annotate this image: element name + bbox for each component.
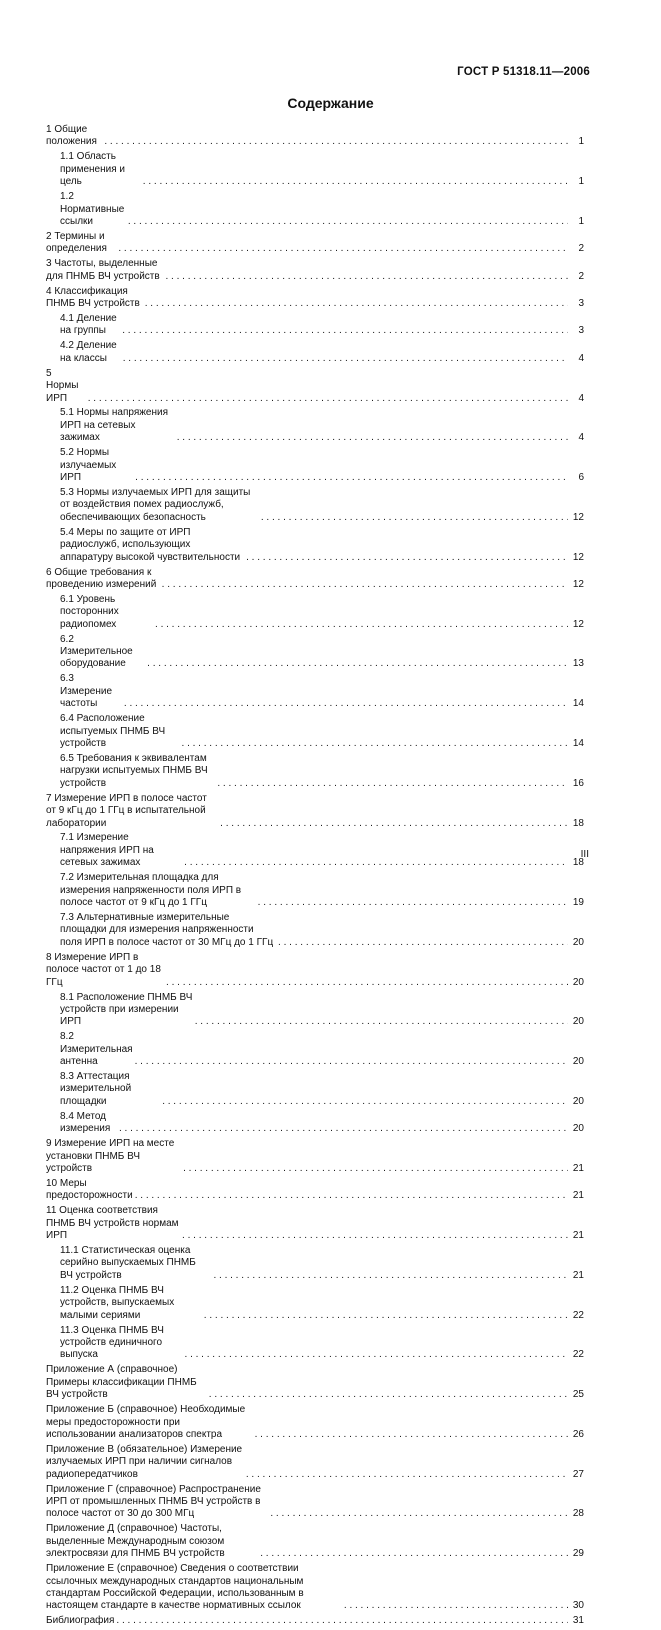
toc-entry[interactable]: Приложение Г (справочное) Распространение ИРП от промышленных ПНМБ ВЧ устройств в полосе частот от 30 до 300 МГц . . . 28 <box>46 1484 584 1521</box>
toc-entry[interactable]: 11.2 Оценка ПНМБ ВЧ устройств, выпускаемых малыми сериями . . . 22 <box>46 1285 584 1322</box>
toc-entry[interactable]: 11.3 Оценка ПНМБ ВЧ устройств единичного выпуска . . . 22 <box>46 1325 584 1362</box>
toc-entry[interactable]: 1.1 Область применения и цель . . . 1 <box>46 151 584 188</box>
toc-entry[interactable]: 1 Общие положения . . . 1 <box>46 124 584 149</box>
toc-entry[interactable]: 5.3 Нормы излучаемых ИРП для защиты от воздействия помех радиослужб, обеспечивающих безопасность . . . 12 <box>46 487 584 524</box>
toc-entry[interactable]: Приложение Д (справочное) Частоты, выделенные Международным союзом электросвязи для ПНМБ ВЧ устройств . . . 29 <box>46 1523 584 1560</box>
toc-entry[interactable]: 6 Общие требования к проведению измерений . . . 12 <box>46 567 584 592</box>
page-title: Содержание <box>287 95 374 111</box>
toc-entry[interactable]: 2 Термины и определения . . . 2 <box>46 231 584 256</box>
document-code: ГОСТ Р 51318.11—2006 <box>457 66 590 78</box>
toc-entry[interactable]: 5.1 Нормы напряжения ИРП на сетевых зажимах . . . 4 <box>46 407 584 444</box>
toc-entry[interactable]: 8.4 Метод измерения . . . 20 <box>46 1111 584 1136</box>
toc-entry[interactable]: 7.1 Измерение напряжения ИРП на сетевых зажимах . . . 18 <box>46 832 584 869</box>
toc-entry[interactable]: 3 Частоты, выделенные для ПНМБ ВЧ устройств . . . 2 <box>46 258 584 283</box>
toc-entry[interactable]: 8 Измерение ИРП в полосе частот от 1 до 18 ГГц . . . 20 <box>46 952 584 989</box>
toc-entry[interactable]: 6.5 Требования к эквивалентам нагрузки испытуемых ПНМБ ВЧ устройств . . . 16 <box>46 753 584 790</box>
toc-entry[interactable]: 7.3 Альтернативные измерительные площадки для измерения напряженности поля ИРП в полосе частот от 30 МГц до 1 ГГц . . . 20 <box>46 912 584 949</box>
table-of-contents <box>46 124 584 1630</box>
toc-entry[interactable]: 6.3 Измерение частоты . . . 14 <box>46 673 584 710</box>
toc-entry[interactable]: 7 Измерение ИРП в полосе частот от 9 кГц до 1 ГГц в испытательной лаборатории . . . 18 <box>46 793 584 830</box>
toc-entry[interactable]: 8.1 Расположение ПНМБ ВЧ устройств при измерении ИРП . . . 20 <box>46 992 584 1029</box>
toc-entry[interactable]: Библиография . . . 31 <box>46 1615 584 1627</box>
toc-entry[interactable]: 4.2 Деление на классы . . . 4 <box>46 340 584 365</box>
toc-entry[interactable]: 4 Классификация ПНМБ ВЧ устройств . . . 3 <box>46 286 584 311</box>
toc-entry[interactable]: 9 Измерение ИРП на месте установки ПНМБ ВЧ устройств . . . 21 <box>46 1138 584 1175</box>
toc-entry[interactable]: 10 Меры предосторожности . . . 21 <box>46 1178 584 1203</box>
toc-entry[interactable]: Приложение Б (справочное) Необходимые меры предосторожности при использовании анализаторов спектра . . . 26 <box>46 1404 584 1441</box>
toc-entry[interactable]: Приложение А (справочное) Примеры классификации ПНМБ ВЧ устройств . . . 25 <box>46 1364 584 1401</box>
toc-entry[interactable]: 5.4 Меры по защите от ИРП радиослужб, использующих аппаратуру высокой чувствительности . . . 12 <box>46 527 584 564</box>
toc-entry[interactable]: 11 Оценка соответствия ПНМБ ВЧ устройств нормам ИРП . . . 21 <box>46 1205 584 1242</box>
toc-entry[interactable]: 8.3 Аттестация измерительной площадки . . . 20 <box>46 1071 584 1108</box>
toc-entry[interactable]: 7.2 Измерительная площадка для измерения напряженности поля ИРП в полосе частот от 9 кГц до 1 ГГц . . . 19 <box>46 872 584 909</box>
toc-entry[interactable]: 1.2 Нормативные ссылки . . . 1 <box>46 191 584 228</box>
toc-entry[interactable]: Приложение В (обязательное) Измерение излучаемых ИРП при наличии сигналов радиопередатчиков . . . 27 <box>46 1444 584 1481</box>
toc-entry[interactable]: 8.2 Измерительная антенна . . . 20 <box>46 1031 584 1068</box>
toc-entry[interactable]: 5.2 Нормы излучаемых ИРП . . . 6 <box>46 447 584 484</box>
toc-entry[interactable]: 6.2 Измерительное оборудование . . . 13 <box>46 634 584 671</box>
page-number: III <box>580 849 589 860</box>
toc-entry[interactable]: 4.1 Деление на группы . . . 3 <box>46 313 584 338</box>
toc-entry[interactable]: 5 Нормы ИРП . . . 4 <box>46 368 584 405</box>
toc-entry[interactable]: 6.1 Уровень посторонних радиопомех . . . 12 <box>46 594 584 631</box>
toc-entry[interactable]: 6.4 Расположение испытуемых ПНМБ ВЧ устройств . . . 14 <box>46 713 584 750</box>
toc-entry[interactable]: Приложение Е (справочное) Сведения о соответствии ссылочных международных стандартов национальным стандартам Российской Федерации, использованным в настоящем стандарте в качестве нормативных ссылок . . . 30 <box>46 1563 584 1613</box>
toc-entry[interactable]: 11.1 Статистическая оценка серийно выпускаемых ПНМБ ВЧ устройств . . . 21 <box>46 1245 584 1282</box>
